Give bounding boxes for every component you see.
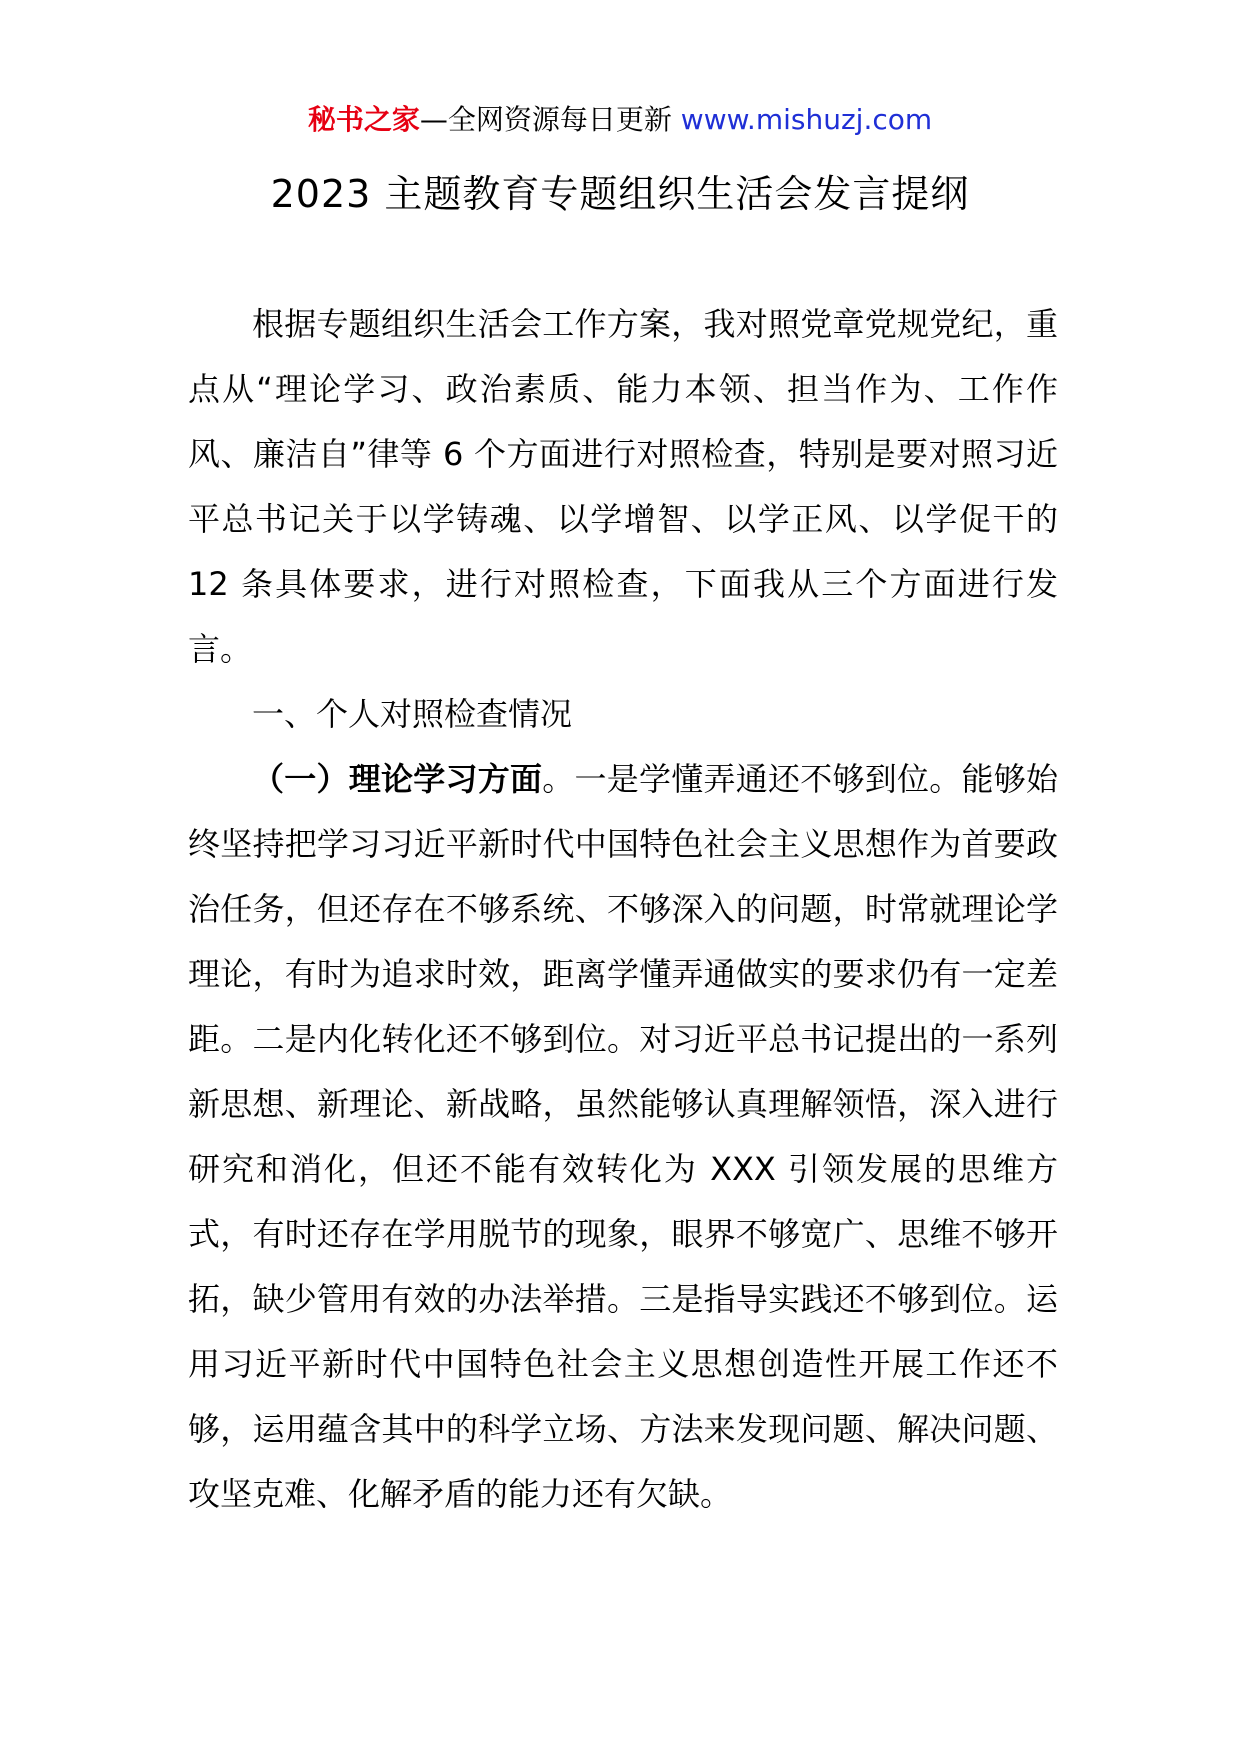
site-header bbox=[0, 100, 1240, 140]
subsection-heading-1: （一）理论学习方面 bbox=[252, 760, 543, 798]
brand-name: 秘书之家 bbox=[307, 103, 420, 136]
document-body bbox=[188, 292, 1058, 1527]
site-url-link[interactable]: www.mishuzj.com bbox=[680, 103, 933, 136]
document-title: 2023 主题教育专题组织生活会发言提纲 bbox=[270, 172, 970, 216]
intro-paragraph: 根据专题组织生活会工作方案，我对照党章党规党纪，重点从“理论学习、政治素质、能力本领、担当作为、工作作风、廉洁自”律等 6 个方面进行对照检查，特别是要对照习近平总书记关于以学铸魂、以学增智、以学正风、以学促干的 12 条具体要求，进行对照检查，下面我从三个方面进行发言。 bbox=[188, 305, 1058, 668]
section-heading-1: 一、个人对照检查情况 bbox=[252, 695, 573, 733]
subsection-paragraph-1 bbox=[188, 747, 1058, 1527]
header-tagline: —全网资源每日更新 bbox=[419, 103, 672, 136]
subsection-body-1: 。一是学懂弄通还不够到位。能够始终坚持把学习习近平新时代中国特色社会主义思想作为首要政治任务，但还存在不够系统、不够深入的问题，时常就理论学理论，有时为追求时效，距离学懂弄通做实的要求仍有一定差距。二是内化转化还不够到位。对习近平总书记提出的一系列新思想、新理论、新战略，虽然能够认真理解领悟，深入进行研究和消化，但还不能有效转化为 XXX 引领发展的思维方式，有时还存在学用脱节的现象，眼界不够宽广、思维不够开拓，缺少管用有效的办法举措。三是指导实践还不够到位。运用习近平新时代中国特色社会主义思想创造性开展工作还不够，运用蕴含其中的科学立场、方法来发现问题、解决问题、攻坚克难、化解矛盾的能力还有欠缺。 bbox=[188, 760, 1058, 1513]
